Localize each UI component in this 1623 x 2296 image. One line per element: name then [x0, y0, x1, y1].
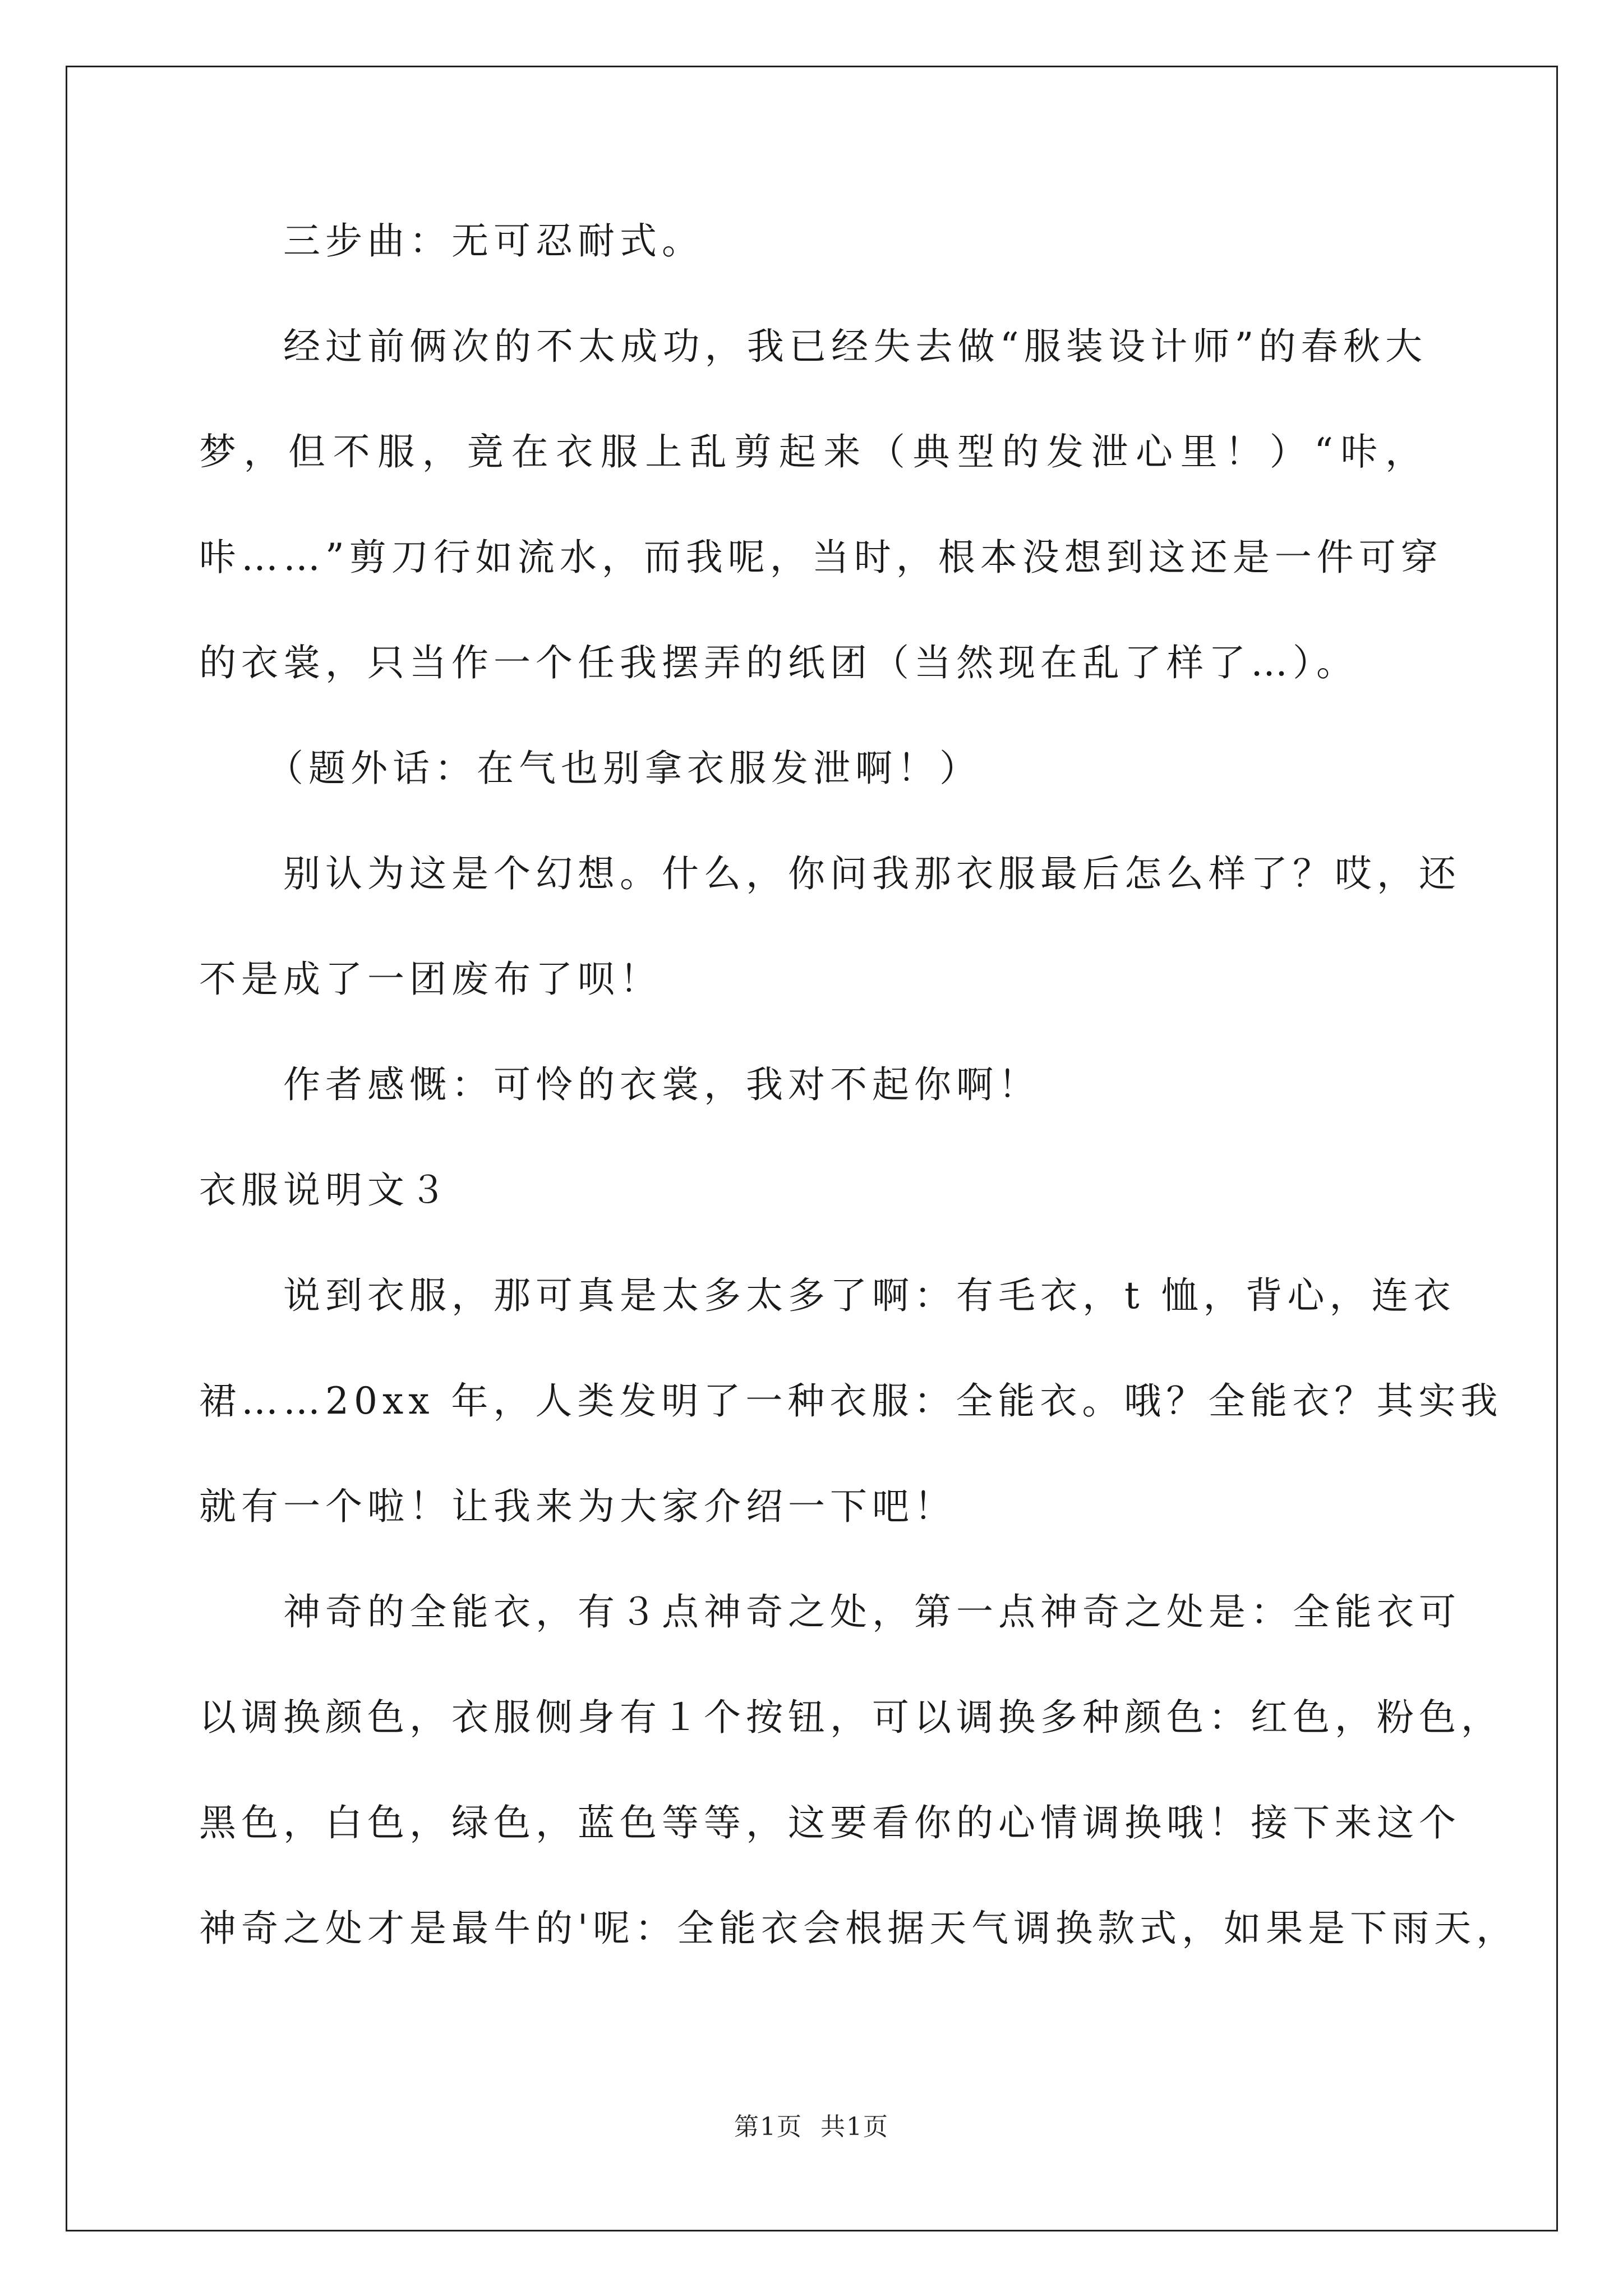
paragraph-line: 黑色，白色，绿色，蓝色等等，这要看你的心情调换哦！接下来这个 [199, 1801, 1461, 1844]
paragraph-line: 作者感慨：可怜的衣裳，我对不起你啊！ [283, 1063, 1040, 1106]
paragraph-line: 以调换颜色，衣服侧身有１个按钮，可以调换多种颜色：红色，粉色， [199, 1696, 1503, 1739]
page-footer [0, 2106, 1623, 2142]
paragraph-line: 三步曲：无可忍耐式。 [283, 219, 704, 263]
paragraph-line: 别认为这是个幻想。什么，你问我那衣服最后怎么样了？哎，还 [283, 852, 1461, 895]
paragraph-line: 神奇的全能衣，有３点神奇之处，第一点神奇之处是：全能衣可 [283, 1590, 1461, 1634]
paragraph-line: 裙……20xx 年，人类发明了一种衣服：全能衣。哦？全能衣？其实我 [199, 1379, 1503, 1423]
section-heading: 衣服说明文３ [199, 1168, 451, 1212]
paragraph-line: 神奇之处才是最牛的'呢：全能衣会根据天气调换款式，如果是下雨天， [199, 1907, 1519, 1950]
paragraph-line: 经过前俩次的不太成功，我已经失去做“服装设计师”的春秋大 [283, 325, 1427, 368]
page-number: 第1页 [734, 2113, 803, 2141]
paragraph-line: （题外话：在气也别拿衣服发泄啊！） [266, 747, 981, 790]
page-total: 共1页 [820, 2113, 889, 2141]
paragraph-line: 说到衣服，那可真是太多太多了啊：有毛衣，t 恤，背心，连衣 [283, 1274, 1456, 1317]
paragraph-line: 梦，但不服，竟在衣服上乱剪起来（典型的发泄心里！）“咔， [199, 430, 1427, 473]
paragraph-line: 不是成了一团废布了呗！ [199, 958, 662, 1001]
paragraph-line: 就有一个啦！让我来为大家介绍一下吧！ [199, 1485, 956, 1528]
paragraph-line: 咔……”剪刀行如流水，而我呢，当时，根本没想到这还是一件可穿 [199, 536, 1443, 579]
paragraph-line: 的衣裳，只当作一个任我摆弄的纸团（当然现在乱了样了…）。 [199, 641, 1358, 684]
